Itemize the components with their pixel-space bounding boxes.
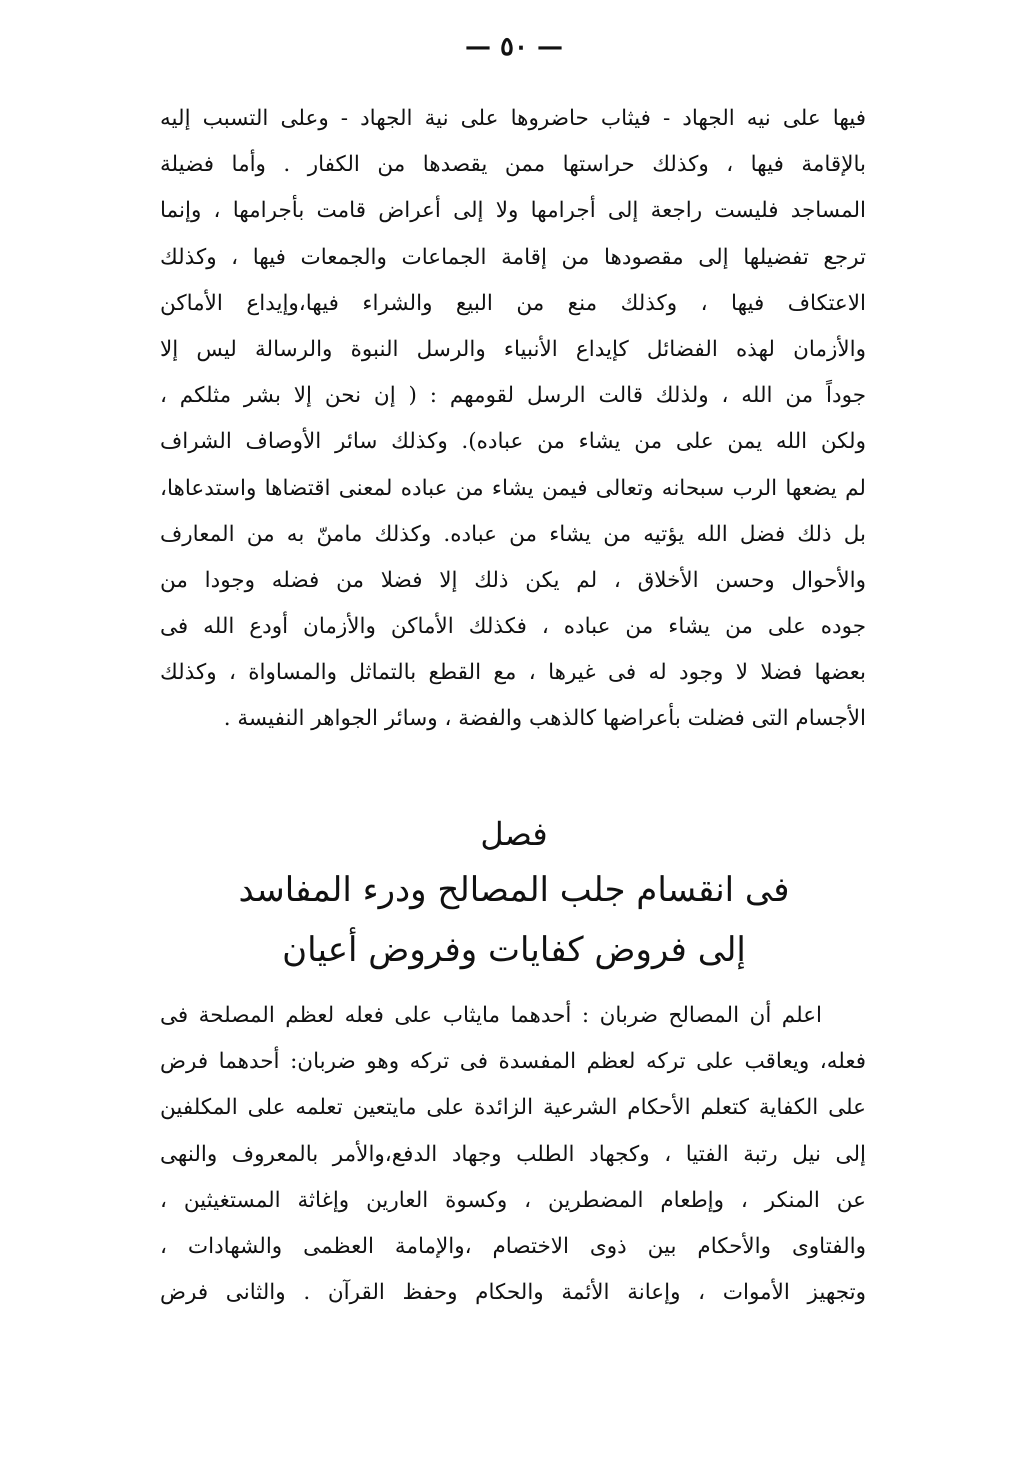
text-line: بعضها فضلا لا وجود له فى غيرها ، مع القطع بالتماثل والمساواة ، وكذلك: [160, 660, 866, 686]
section-title-line-1: فى انقسام جلب المصالح ودرء المفاسد: [238, 870, 790, 910]
text-line: اعلم أن المصالح ضربان : أحدهما مايثاب على فعله لعظم المصلحة فى: [160, 1003, 822, 1028]
text-line: جوده على من يشاء من عباده ، فكذلك الأماكن والأزمان أودع الله فى: [160, 614, 866, 640]
text-line: جوداً من الله ، ولذلك قالت الرسل لقومهم : ( إن نحن إلا بشر مثلكم ،: [160, 383, 866, 409]
text-line: الاعتكاف فيها ، وكذلك منع من البيع والشراء فيها،وإيداع الأماكن: [160, 290, 866, 316]
text-line: وتجهيز الأموات ، وإعانة الأئمة والحكام وحفظ القرآن . والثانى فرض: [160, 1280, 866, 1306]
text-line: إلى نيل رتبة الفتيا ، وكجهاد الطلب وجهاد الدفع،والأمر بالمعروف والنهى: [160, 1141, 866, 1167]
text-line: لم يضعها الرب سبحانه وتعالى فيمن يشاء من عباده لمعنى اقتضاها واستدعاها،: [160, 475, 866, 501]
paragraph-1: [160, 96, 866, 743]
text-line: فعله، ويعاقب على تركه لعظم المفسدة فى تركه وهو ضربان: أحدهما فرض: [160, 1049, 866, 1075]
text-line: والأزمان لهذه الفضائل كإيداع الأنبياء والرسل النبوة والرسالة ليس إلا: [160, 336, 866, 362]
text-line: المساجد فليست راجعة إلى أجرامها ولا إلى أعراض قامت بأجرامها ، وإنما: [160, 198, 866, 224]
text-line: ترجع تفضيلها إلى مقصودها من إقامة الجماعات والجمعات فيها ، وكذلك: [160, 244, 866, 270]
section-label: فصل: [480, 815, 548, 853]
text-line: ولكن الله يمن على من يشاء من عباده). وكذلك سائر الأوصاف الشراف: [160, 429, 866, 455]
text-line: بالإقامة فيها ، وكذلك حراستها ممن يقصدها من الكفار . وأما فضيلة: [160, 152, 866, 178]
text-line: الأجسام التى فضلت بأعراضها كالذهب والفضة ، وسائر الجواهر النفيسة .: [223, 706, 866, 732]
page-number: — ٥٠ —: [464, 32, 564, 62]
text-line: والأحوال وحسن الأخلاق ، لم يكن ذلك إلا فضلا من فضله وجودا من: [160, 567, 866, 593]
text-line: عن المنكر ، وإطعام المضطرين ، وكسوة العارين وإغاثة المستغيثين ،: [160, 1187, 866, 1213]
text-line: على الكفاية كتعلم الأحكام الشرعية الزائدة على مايتعين تعلمه على المكلفين: [160, 1095, 866, 1121]
section-title-line-2: إلى فروض كفايات وفروض أعيان: [282, 930, 746, 970]
paragraph-2: [160, 993, 866, 1316]
text-line: فيها على نيه الجهاد - فيثاب حاضروها على نية الجهاد - وعلى التسبب إليه: [160, 106, 866, 131]
text-line: والفتاوى والأحكام بين ذوى الاختصام ،والإمامة العظمى والشهادات ،: [160, 1233, 866, 1259]
text-line: بل ذلك فضل الله يؤتيه من يشاء من عباده. وكذلك مامنّ به من المعارف: [160, 521, 866, 547]
